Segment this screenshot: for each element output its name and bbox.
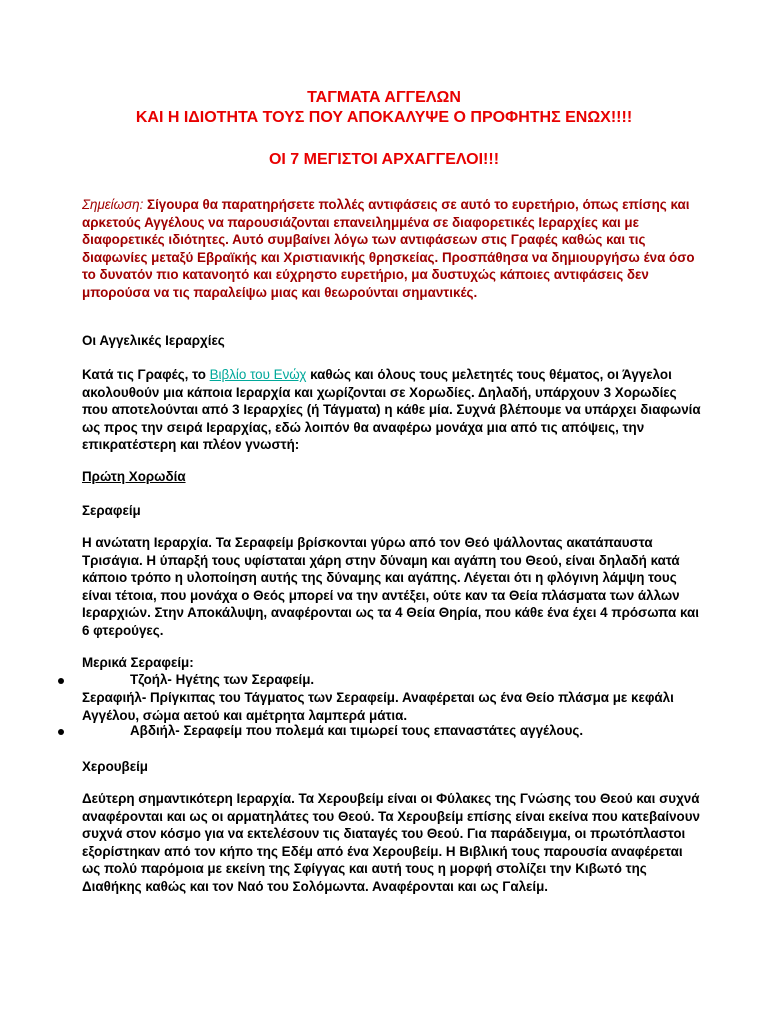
list-bullet [58, 678, 64, 684]
some-seraphim-heading: Μερικά Σεραφείμ: [82, 655, 194, 670]
title-line-3: ΟΙ 7 ΜΕΓΙΣΤΟΙ ΑΡΧΑΓΓΕΛΟΙ!!! [268, 151, 500, 168]
note-text: Σίγουρα θα παρατηρήσετε πολλές αντιφάσεις σε αυτό το ευρετήριο, όπως επίσης και αρκετούς Αγγέλους να παρουσιάζονται επανειλημμένα σε διαφορετικές Ιεραρχίες και με διαφορετικές ιδιότητες. Αυτό συμβαίνει λόγω των αντιφάσεων στις Γραφές καθώς και τις διαφωνίες μεταξύ Εβραϊκής και Χριστιανικής θρησκείας. Προσπάθησα να δημιουργήσω ένα όσο το δυνατόν πιο κατανοητό και εύχρηστο ευρετήριο, μα δυστυχώς κάποιες αντιφάσεις δεν μπορούσα να τις παραλείψω μιας και θεωρούνται σημαντικές. [82, 197, 695, 300]
title-line-1: ΤΑΓΜΑΤΑ ΑΓΓΕΛΩΝ [307, 89, 461, 106]
list-item: Σεραφιήλ- Πρίγκιπας του Τάγματος των Σεραφείμ. Αναφέρεται ως ένα Θείο πλάσμα με κεφάλι Αγγέλου, σώμα αετού και αμέτρητα λαμπερά μάτια. [82, 690, 674, 723]
list-item: Αβδιήλ- Σεραφείμ που πολεμά και τιμωρεί τους επαναστάτες αγγέλους. [130, 723, 584, 738]
note-label: Σημείωση: [82, 197, 144, 212]
note-paragraph [82, 196, 704, 302]
book-of-enoch-link[interactable]: Βιβλίο του Ενώχ [209, 367, 307, 382]
intro-paragraph [82, 366, 704, 454]
seraphim-heading: Σεραφείμ [82, 503, 141, 518]
title-line-2: ΚΑΙ Η ΙΔΙΟΤΗΤΑ ΤΟΥΣ ΠΟΥ ΑΠΟΚΑΛΥΨΕ Ο ΠΡΟΦΗΤΗΣ ΕΝΩΧ!!!! [135, 109, 633, 126]
first-choir-heading: Πρώτη Χορωδία [82, 469, 186, 484]
cherubim-heading: Χερουβείμ [82, 759, 148, 774]
cherubim-paragraph: Δεύτερη σημαντικότερη Ιεραρχία. Τα Χερουβείμ είναι οι Φύλακες της Γνώσης του Θεού και συχνά αναφέρονται και ως οι αρματηλάτες του Θεού. Τα Χερουβείμ επίσης είναι εκείνα που κατεβαίνουν συχνά στον κόσμο για να εκτελέσουν τις διαταγές του Θεού. Για παράδειγμα, οι πρωτόπλαστοι εξορίστηκαν από τον κήπο της Εδέμ από ένα Χερουβείμ. Η Βιβλική τους παρουσία αναφέρεται ως πολύ παρόμοια με εκείνη της Σφίγγας και αυτή τους η μορφή στολίζει την Κιβωτό της Διαθήκης καθώς και τον Ναό του Σολόμωντα. Αναφέρονται και ως Γαλείμ. [82, 791, 700, 894]
list-item: Τζοήλ- Ηγέτης των Σεραφείμ. [130, 672, 315, 687]
intro-before-link: Κατά τις Γραφές, το [82, 367, 210, 382]
hierarchies-heading: Οι Αγγελικές Ιεραρχίες [82, 333, 225, 348]
seraphim-paragraph: Η ανώτατη Ιεραρχία. Τα Σεραφείμ βρίσκονται γύρω από τον Θεό ψάλλοντας ακατάπαυστα Τρισάγια. Η ύπαρξή τους υφίσταται χάρη στην δύναμη και αγάπη του Θεού, είναι δηλαδή κατά κάποιο τρόπο η υλοποίηση αυτής της δύναμης και αγάπης. Λέγεται ότι η φλόγινη λάμψη τους είναι τέτοια, που μονάχα ο Θεός μπορεί να την αντέξει, ούτε καν τα Θεία πλάσματα των άλλων Ιεραρχιών. Στην Αποκάλυψη, αναφέρονται ως τα 4 Θεία Θηρία, που κάθε ένα έχει 4 πρόσωπα και 6 φτερούγες. [82, 535, 699, 638]
list-bullet [58, 729, 64, 735]
intro-after-link: καθώς και όλους τους μελετητές τους θέματος, οι Άγγελοι ακολουθούν μια κάποια Ιεραρχία και χωρίζονται σε Χορωδίες. Δηλαδή, υπάρχουν 3 Χορωδίες που αποτελούνται από 3 Ιεραρχίες (ή Τάγματα) η κάθε μία. Συχνά βλέπουμε να υπάρχει διαφωνία ως προς την σειρά Ιεραρχίας, εδώ λοιπόν θα αναφέρω μονάχα μια από τις απόψεις, την επικρατέστερη και πλέον γνωστή: [82, 367, 701, 453]
